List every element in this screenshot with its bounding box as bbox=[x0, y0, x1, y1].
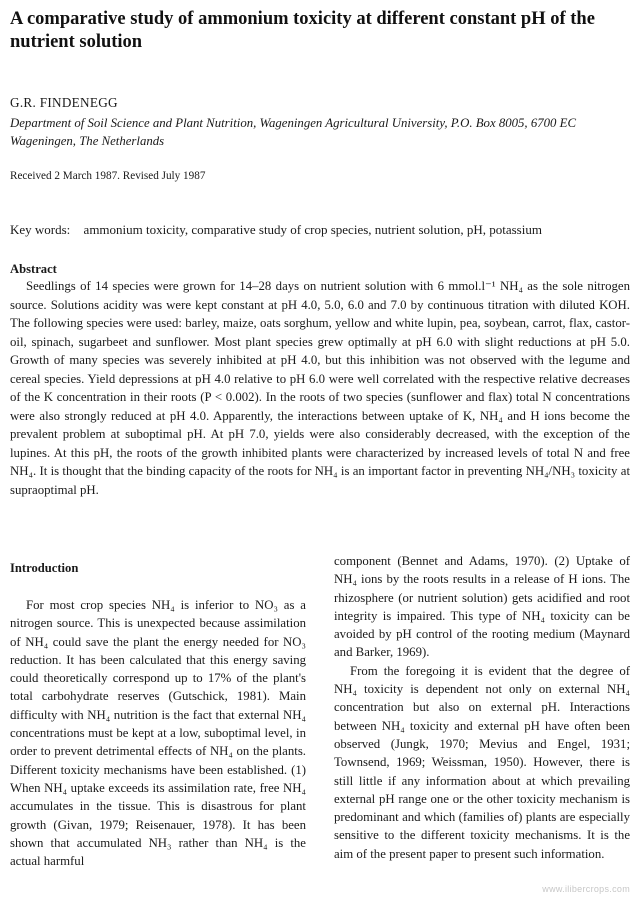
keywords-label: Key words: bbox=[10, 222, 71, 237]
abstract-body bbox=[10, 277, 630, 499]
site-watermark: www.ilibercrops.com bbox=[542, 884, 630, 894]
received-dates: Received 2 March 1987. Revised July 1987 bbox=[10, 170, 206, 182]
keywords-line bbox=[10, 222, 635, 238]
introduction-left-column bbox=[10, 596, 306, 870]
introduction-heading: Introduction bbox=[10, 561, 79, 575]
introduction-right-column bbox=[334, 552, 630, 863]
paper-title: A comparative study of ammonium toxicity at different constant pH of the nutrient solution bbox=[10, 9, 595, 52]
author-name: G.R. FINDENEGG bbox=[10, 95, 118, 110]
keywords-text: ammonium toxicity, comparative study of crop species, nutrient solution, pH, potassium bbox=[83, 222, 542, 237]
author-affiliation: Department of Soil Science and Plant Nutrition, Wageningen Agricultural University, P.O. Box 8005, 6700 EC Wageningen, The Netherlands bbox=[10, 116, 576, 148]
intro-paragraph-2: From the foregoing it is evident that the degree of NH₄ toxicity is dependent not only on external NH₄ concentration but also on external pH. Interactions between NH₄ toxicity and external pH have often been observed (Jungk, 1970; Mevius and Engel, 1931; Townsend, 1969; Weissman, 1950). However, there is still little if any information about at which prevailing external pH range one or the other toxicity mechanism is predominant and which (families of) plants are especially sensitive to the different toxicity mechanisms. It is the aim of the present paper to present such information. bbox=[334, 663, 630, 861]
abstract-heading: Abstract bbox=[10, 262, 57, 276]
intro-paragraph-1: For most crop species NH₄ is inferior to NO₃ as a nitrogen source. This is unexpected because assimilation of NH₄ could save the plant the energy needed for NO₃ reduction. It has been calculated that this energy saving could theoretically correspond up to 17% of the plant's total carbohydrate reserves (Gutschick, 1981). Main difficulty with NH₄ nutrition is the fact that external NH₄ concentrations must be kept at a low, suboptimal level, in order to prevent detrimental effects of NH₄ on the plants. Different toxicity mechanisms have been established. (1) When NH₄ uptake exceeds its assimilation rate, free NH₄ accumulates in the tissue. This is disastrous for plant growth (Givan, 1979; Reisenauer, 1978). It has been shown that accumulated NH₃ rather than NH₄ is the actual harmful bbox=[10, 598, 306, 869]
intro-paragraph-1-continued: component (Bennet and Adams, 1970). (2) Uptake of NH₄ ions by the roots results in a release of H ions. The rhizosphere (or nutrient solution) gets acidified and root integrity is impaired. This type of NH₄ toxicity can be avoided by pH control of the rooting medium (Maynard and Barker, 1969). bbox=[334, 554, 630, 660]
abstract-text: Seedlings of 14 species were grown for 14–28 days on nutrient solution with 6 mmol.l⁻¹ NH₄ as the sole nitrogen source. Solutions acidity was were kept constant at pH 4.0, 5.0, 6.0 and 7.0 by continuous titration with diluted KOH. The following species were used: barley, maize, oats sorghum, yellow and white lupin, pea, soybean, carrot, flax, castor-oil, spinach, sugarbeet and sunflower. Most plant species grew optimally at pH 6.0 with slight reductions at pH 5.0. Growth of many species was severely inhibited at pH 4.0, but this inhibition was not observed with the legume and cereal species. Yield depressions at pH 4.0 relative to pH 6.0 were well correlated with the respective relative decreases of the K concentration in their roots (P < 0.002). In the roots of two species (sunflower and flax) total N concentrations were also strongly reduced at pH 4.0. Apparently, the interactions between uptake of K, NH₄ and H ions become the prevalent problem at suboptimal pH. At pH 7.0, yields were also considerably decreased, with the exception of the lupines. At this pH, the roots of the growth inhibited plants were characterized by increased levels of total N and free NH₄. It is thought that the binding capacity of the roots for NH₄ is an important factor in preventing NH₄/NH₃ toxicity at supraoptimal pH. bbox=[10, 279, 630, 497]
